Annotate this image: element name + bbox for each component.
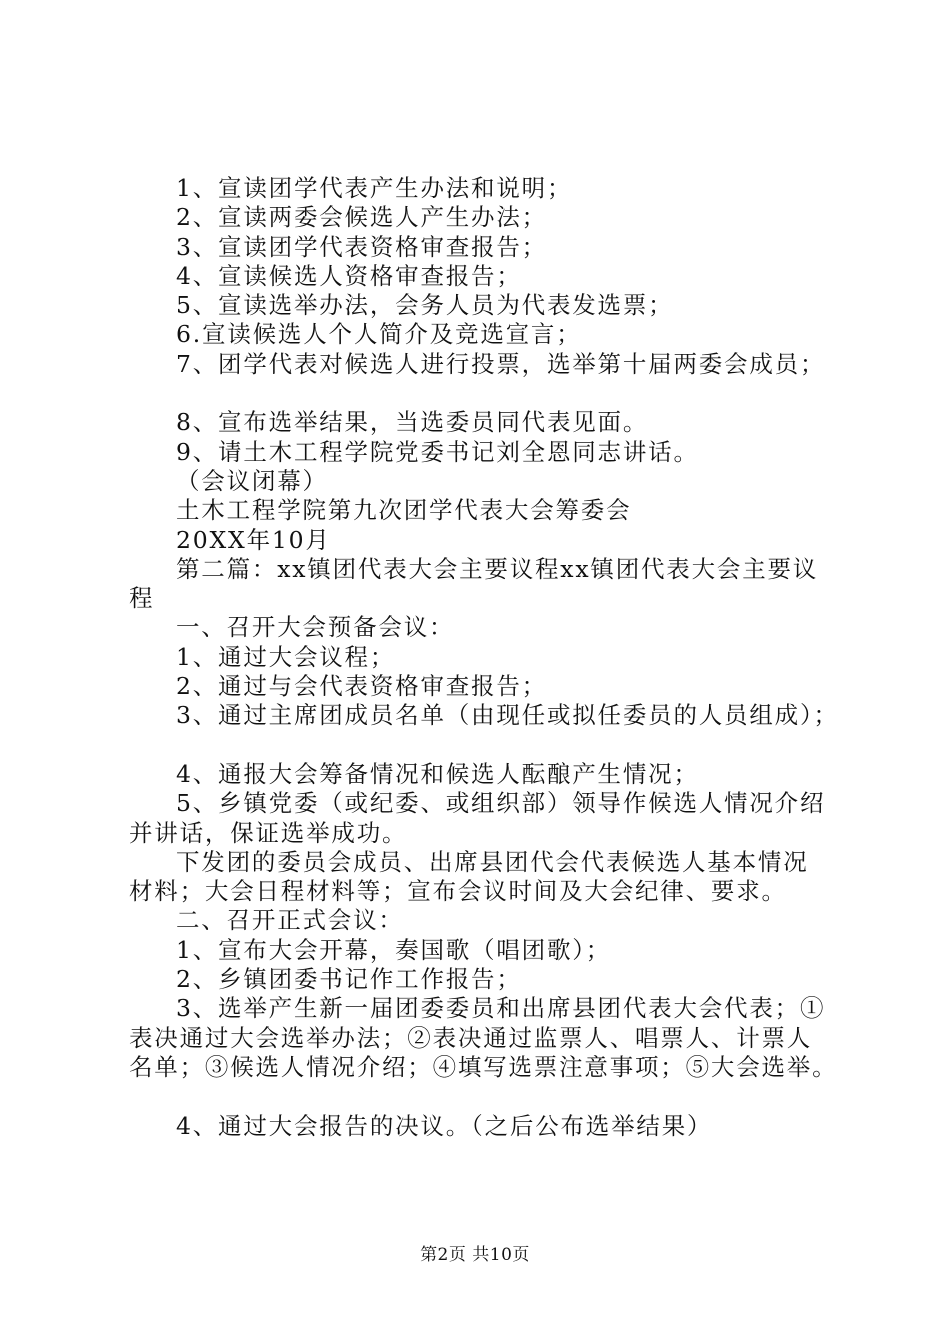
document-line: 二、召开正式会议： [176, 906, 404, 935]
document-line: 5、乡镇党委（或纪委、或组织部）领导作候选人情况介绍 [176, 789, 826, 818]
document-line: 第二篇：xx镇团代表大会主要议程xx镇团代表大会主要议 [176, 554, 819, 583]
document-line: 1、宣读团学代表产生办法和说明； [176, 174, 573, 202]
paragraph-gap [129, 731, 841, 760]
document-line: 6.宣读候选人个人简介及竞选宣言； [176, 320, 582, 349]
document-line: 一、召开大会预备会议： [176, 613, 455, 642]
paragraph-gap [129, 1082, 841, 1111]
document-line: 表决通过大会选举办法；②表决通过监票人、唱票人、计票人 [129, 1023, 813, 1052]
document-line: 1、宣布大会开幕，奏国歌（唱团歌）； [176, 935, 612, 964]
document-line: 9、请土木工程学院党委书记刘全恩同志讲话。 [176, 437, 699, 466]
document-body [129, 174, 841, 1141]
document-line: （会议闭幕） [176, 466, 328, 495]
document-line: 20XX年10月 [176, 525, 331, 554]
document-line: 5、宣读选举办法，会务人员为代表发选票； [176, 291, 674, 320]
document-line: 3、通过主席团成员名单（由现任或拟任委员的人员组成）； [176, 701, 839, 730]
paragraph-gap [129, 379, 841, 408]
document-line: 4、通过大会报告的决议。（之后公布选举结果） [176, 1111, 713, 1140]
document-line: 4、宣读候选人资格审查报告； [176, 261, 522, 290]
document-line: 材料；大会日程材料等；宣布会议时间及大会纪律、要求。 [129, 877, 787, 906]
document-line: 3、选举产生新一届团委委员和出席县团代表大会代表；① [176, 994, 826, 1023]
document-line: 2、乡镇团委书记作工作报告； [176, 965, 522, 994]
page-footer: 第2页 共10页 [420, 1245, 530, 1265]
document-line: 土木工程学院第九次团学代表大会筹委会 [176, 496, 632, 525]
document-line: 3、宣读团学代表资格审查报告； [176, 232, 547, 261]
document-line: 2、通过与会代表资格审查报告； [176, 672, 547, 701]
document-line: 8、宣布选举结果，当选委员同代表见面。 [176, 408, 649, 437]
document-line: 下发团的委员会成员、出席县团代会代表候选人基本情况 [176, 847, 809, 876]
document-line: 名单；③候选人情况介绍；④填写选票注意事项；⑤大会选举。 [129, 1052, 838, 1081]
document-line: 程 [129, 584, 155, 613]
document-line: 4、通报大会筹备情况和候选人酝酿产生情况； [176, 759, 699, 788]
document-line: 7、团学代表对候选人进行投票，选举第十届两委会成员； [176, 349, 826, 378]
document-line: 1、通过大会议程； [176, 642, 396, 671]
document-line: 2、宣读两委会候选人产生办法； [176, 203, 547, 232]
document-line: 并讲话，保证选举成功。 [129, 818, 408, 847]
